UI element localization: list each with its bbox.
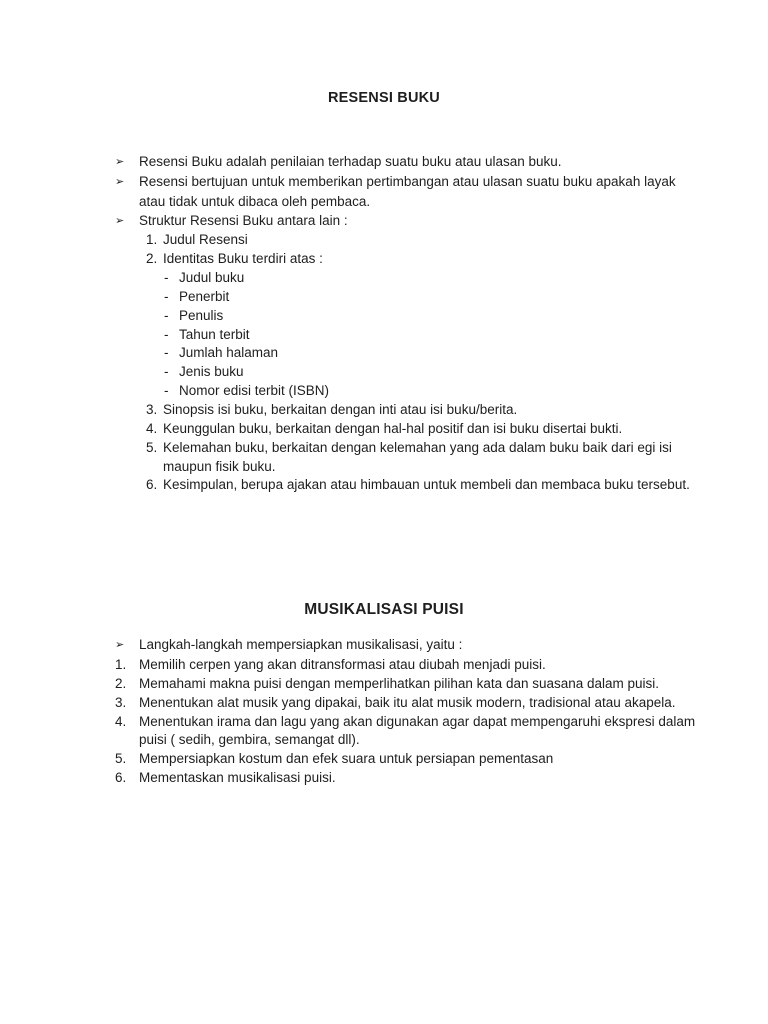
list-item-text: Mempersiapkan kostum dan efek suara untuk persiapan pementasan: [139, 751, 554, 767]
list-item-text: Kesimpulan, berupa ajakan atau himbauan untuk membeli dan membaca buku tersebut.: [163, 477, 690, 493]
list-item-text: Menentukan irama dan lagu yang akan digunakan agar dapat mempengaruhi ekspresi dalam: [139, 713, 696, 729]
list-item: [0, 212, 768, 232]
arrow-bullet-icon: ➢: [115, 638, 125, 652]
number-label: 5.: [146, 439, 158, 455]
list-item: [0, 656, 768, 675]
list-item: [0, 694, 768, 713]
list-item: [0, 288, 768, 307]
list-item-text: Identitas Buku terdiri atas :: [163, 251, 323, 267]
list-item: [0, 420, 768, 439]
list-item: [0, 307, 768, 326]
list-item-text: Resensi Buku adalah penilaian terhadap suatu buku atau ulasan buku.: [139, 154, 562, 169]
list-item: [0, 173, 768, 193]
dash-bullet: -: [164, 383, 169, 399]
number-label: 3.: [146, 401, 158, 417]
arrow-bullet-icon: ➢: [115, 174, 125, 188]
list-item: [0, 231, 768, 250]
list-item-text: Struktur Resensi Buku antara lain :: [139, 212, 348, 228]
resensi-buku-list: [0, 153, 768, 495]
list-item: [0, 713, 768, 732]
list-item-text: Nomor edisi terbit (ISBN): [179, 383, 330, 399]
list-item: [0, 193, 768, 212]
list-item-text: puisi ( sedih, gembira, semangat dll).: [139, 732, 360, 748]
arrow-bullet-icon: ➢: [115, 213, 125, 227]
section-title-resensi-buku: RESENSI BUKU: [328, 90, 440, 106]
list-item-text: Jumlah halaman: [179, 345, 279, 361]
list-item: [0, 769, 768, 788]
list-item-text: Penulis: [179, 307, 224, 323]
number-label: 2.: [146, 251, 158, 267]
list-item-text: Resensi bertujuan untuk memberikan pertimbangan atau ulasan suatu buku apakah layak: [139, 173, 676, 189]
number-label: 5.: [115, 751, 127, 767]
number-label: 6.: [146, 477, 158, 493]
list-item: [0, 250, 768, 269]
list-item: [0, 731, 768, 750]
number-label: 1.: [146, 232, 158, 248]
list-item: [0, 401, 768, 420]
list-item-text: Kelemahan buku, berkaitan dengan kelemahan yang ada dalam buku baik dari egi isi: [163, 439, 672, 455]
list-item: [0, 675, 768, 694]
list-item-text: Memilih cerpen yang akan ditransformasi atau diubah menjadi puisi.: [139, 657, 546, 673]
list-item: [0, 326, 768, 345]
list-item: [0, 750, 768, 769]
list-item-text: Memahami makna puisi dengan memperlihatkan pilihan kata dan suasana dalam puisi.: [139, 675, 660, 691]
list-item: [0, 344, 768, 363]
list-item: [0, 153, 768, 173]
dash-bullet: -: [164, 307, 169, 323]
dash-bullet: -: [164, 326, 169, 342]
number-label: 4.: [115, 713, 127, 729]
list-item-text: maupun fisik buku.: [163, 458, 276, 474]
number-label: 2.: [115, 675, 127, 691]
list-item: [0, 458, 768, 477]
list-item: [0, 439, 768, 458]
list-item: [0, 363, 768, 382]
list-item-text: atau tidak untuk dibaca oleh pembaca.: [139, 193, 371, 209]
number-label: 6.: [115, 770, 127, 786]
list-item: [0, 382, 768, 401]
list-item-text: Penerbit: [179, 288, 230, 304]
musikalisasi-puisi-list: [0, 636, 768, 788]
number-label: 3.: [115, 694, 127, 710]
list-item-text: Menentukan alat musik yang dipakai, baik itu alat musik modern, tradisional atau akapela.: [139, 694, 676, 710]
dash-bullet: -: [164, 345, 169, 361]
list-item-text: Keunggulan buku, berkaitan dengan hal-hal positif dan isi buku disertai bukti.: [163, 420, 623, 436]
list-item-text: Mementaskan musikalisasi puisi.: [139, 770, 336, 786]
dash-bullet: -: [164, 288, 169, 304]
dash-bullet: -: [164, 270, 169, 286]
number-label: 4.: [146, 420, 158, 436]
dash-bullet: -: [164, 364, 169, 380]
list-item-text: Tahun terbit: [179, 326, 250, 342]
section-title-musikalisasi-puisi: MUSIKALISASI PUISI: [304, 601, 464, 619]
list-item-text: Judul buku: [179, 270, 245, 286]
list-item-text: Judul Resensi: [163, 232, 248, 248]
arrow-bullet-icon: ➢: [115, 155, 125, 168]
list-item-text: Jenis buku: [179, 364, 244, 380]
list-item-text: Sinopsis isi buku, berkaitan dengan inti atau isi buku/berita.: [163, 401, 518, 417]
list-item-text: Langkah-langkah mempersiapkan musikalisasi, yaitu :: [139, 637, 463, 653]
list-item: [0, 476, 768, 495]
list-item: [0, 269, 768, 288]
list-item: [0, 636, 768, 656]
number-label: 1.: [115, 657, 127, 673]
